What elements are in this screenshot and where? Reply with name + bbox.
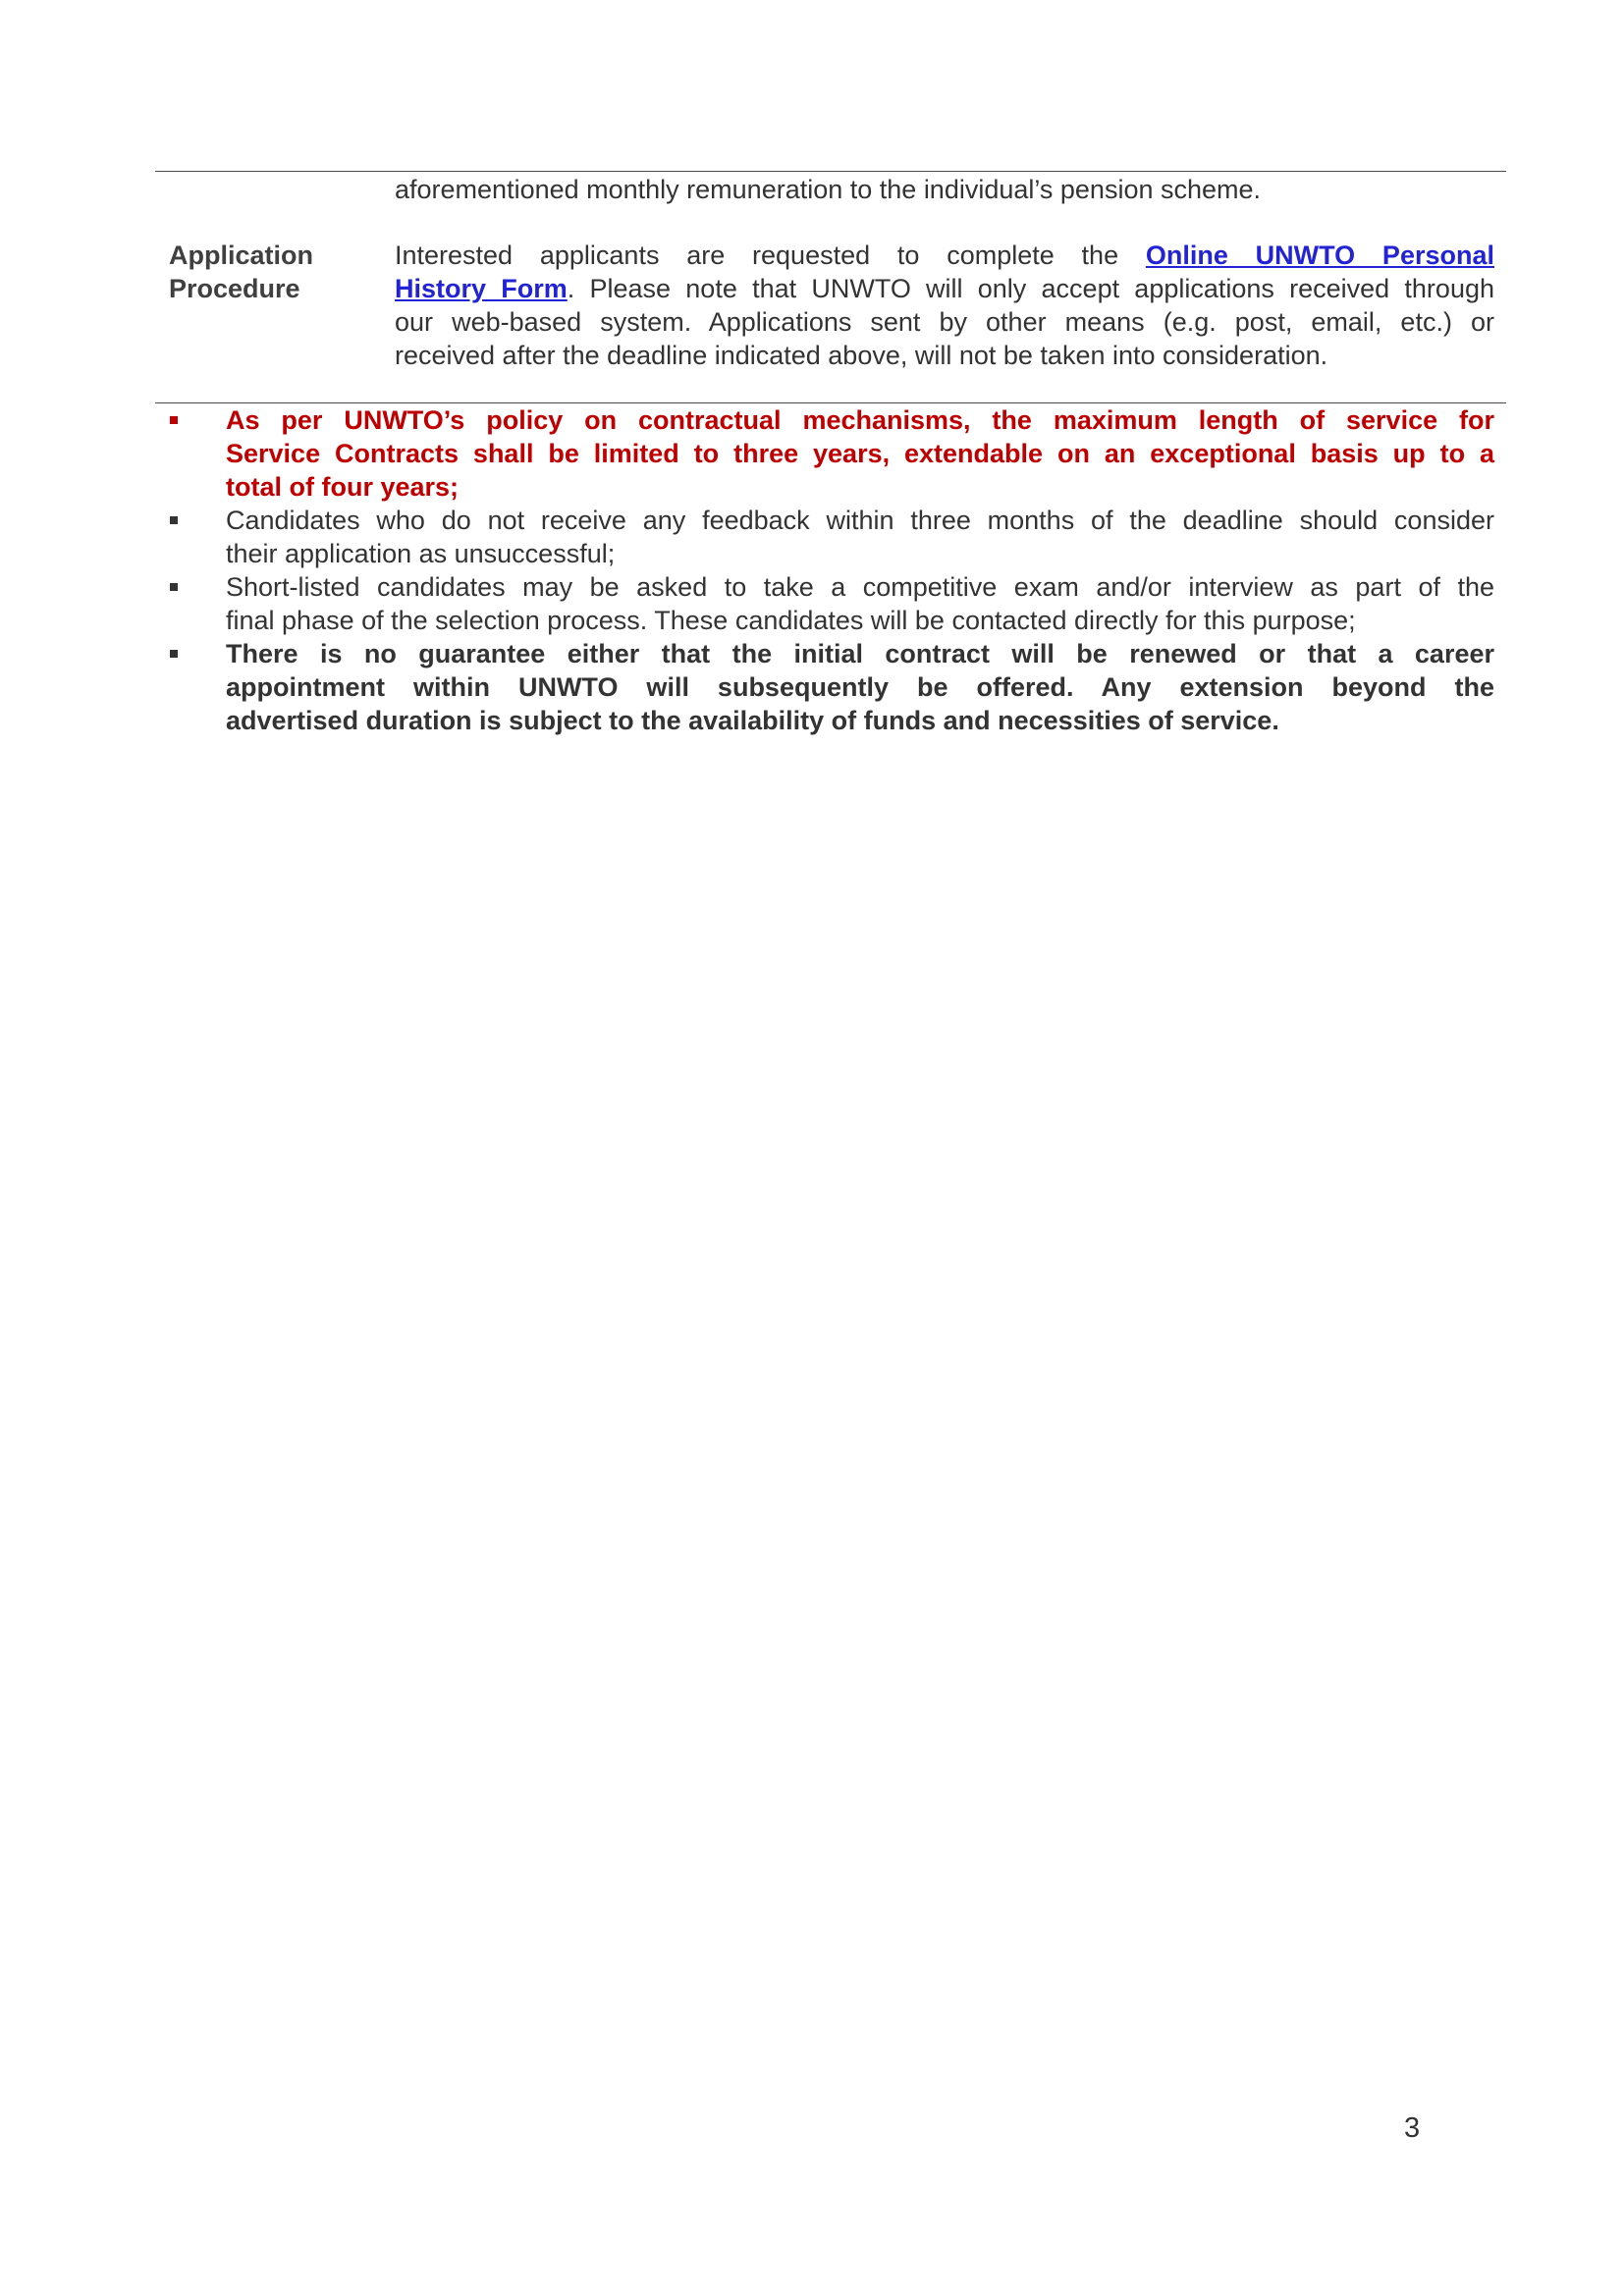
bullet-line: final phase of the selection process. These candidates will be contacted directly for this purpose; <box>226 606 1356 635</box>
procedure-intro-text: Interested applicants are requested to complete the <box>395 240 1146 270</box>
bullet-no-feedback <box>169 504 1494 570</box>
label-line-1: Application <box>169 240 313 270</box>
procedure-line-2 <box>395 272 1494 305</box>
bullet-short-listed-candidates <box>169 570 1494 637</box>
procedure-line-1 <box>395 239 1494 272</box>
bullet-line: appointment within UNWTO will subsequently be offered. Any extension beyond the <box>226 672 1494 702</box>
square-bullet-icon <box>170 516 178 524</box>
remuneration-continuation-text: aforementioned monthly remuneration to the individual’s pension scheme. <box>395 175 1262 204</box>
procedure-line-3: our web-based system. Applications sent by other means (e.g. post, email, etc.) or <box>395 307 1494 337</box>
procedure-line-4: received after the deadline indicated above, will not be taken into consideration. <box>395 341 1328 370</box>
bullet-line: Service Contracts shall be limited to three years, extendable on an exceptional basis up to a <box>226 439 1494 468</box>
bullet-line: their application as unsuccessful; <box>226 539 616 568</box>
square-bullet-icon <box>170 416 178 424</box>
label-line-2: Procedure <box>169 274 300 303</box>
table-top-rule <box>155 171 1506 172</box>
application-procedure-text <box>395 239 1494 372</box>
conditions-bullet-list <box>169 403 1494 737</box>
bullet-line: There is no guarantee either that the initial contract will be renewed or that a career <box>226 639 1494 668</box>
bullet-line: advertised duration is subject to the availability of funds and necessities of service. <box>226 706 1279 735</box>
procedure-note-text: . Please note that UNWTO will only accept applications received through <box>567 274 1494 303</box>
personal-history-form-link-continued[interactable]: History Form <box>395 274 568 303</box>
bullet-line: Candidates who do not receive any feedback within three months of the deadline should consider <box>226 506 1494 535</box>
bullet-line: total of four years; <box>226 472 460 502</box>
application-procedure-label <box>169 239 385 305</box>
bullet-contract-length-policy <box>169 403 1494 504</box>
square-bullet-icon <box>170 583 178 591</box>
bullet-no-guarantee <box>169 637 1494 737</box>
square-bullet-icon <box>170 650 178 658</box>
bullet-line: Short-listed candidates may be asked to take a competitive exam and/or interview as part of the <box>226 572 1494 602</box>
page-number: 3 <box>1404 2112 1421 2144</box>
personal-history-form-link[interactable]: Online UNWTO Personal <box>1145 240 1494 270</box>
bullet-line: As per UNWTO’s policy on contractual mechanisms, the maximum length of service for <box>226 405 1494 435</box>
